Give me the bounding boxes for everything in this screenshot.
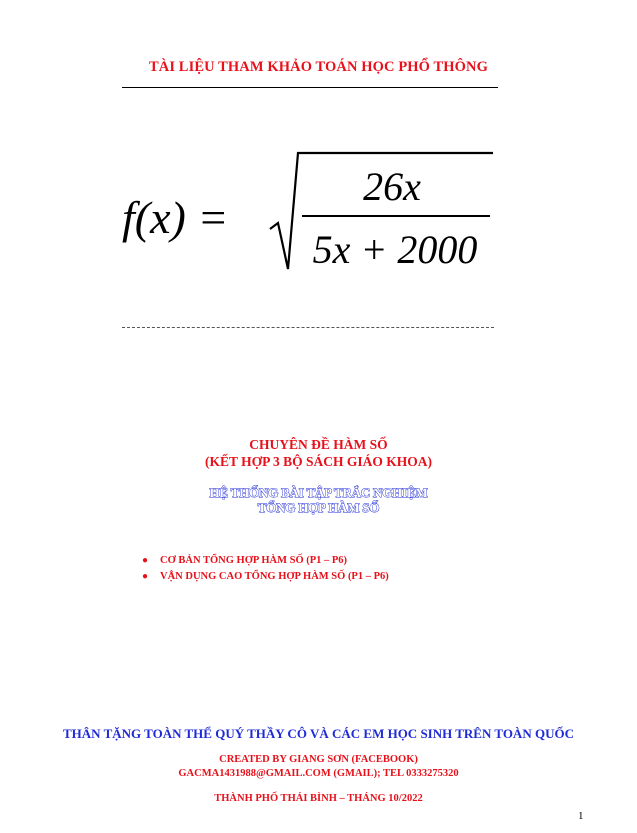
- list-item-label: CƠ BẢN TỔNG HỢP HÀM SỐ (P1 – P6): [160, 555, 348, 566]
- author-contact: GACMA1431988@GMAIL.COM (GMAIL); TEL 0333275320: [178, 768, 459, 779]
- list-item-label: VẬN DỤNG CAO TỔNG HỢP HÀM SỐ (P1 – P6): [160, 571, 389, 582]
- city-date: THÀNH PHỐ THÁI BÌNH – THÁNG 10/2022: [214, 793, 423, 804]
- list-item: [142, 553, 389, 569]
- list-item: [142, 569, 389, 585]
- formula-lhs: f(x) =: [122, 192, 229, 243]
- section-divider: [122, 327, 494, 328]
- topic-title: CHUYÊN ĐỀ HÀM SỐ: [249, 437, 388, 452]
- exercise-system-title-line1: HỆ THỐNG BÀI TẬP TRẮC NGHIỆM: [209, 485, 428, 500]
- header-divider: [122, 87, 498, 88]
- exercise-system-title-line2: TỔNG HỢP HÀM SỐ: [257, 500, 380, 515]
- topic-subtitle: (KẾT HỢP 3 BỘ SÁCH GIÁO KHOA): [204, 454, 433, 469]
- formula-numerator: 26x: [363, 164, 421, 209]
- formula-denominator: 5x + 2000: [312, 227, 478, 272]
- bullet-icon: ●: [142, 555, 149, 566]
- contents-list: [142, 553, 389, 585]
- author-credit: CREATED BY GIANG SƠN (FACEBOOK): [219, 754, 418, 765]
- bullet-icon: ●: [142, 571, 149, 582]
- formula-block: [120, 145, 510, 285]
- formula-svg: [120, 145, 510, 285]
- page-number: 1: [578, 810, 584, 822]
- document-header-title: TÀI LIỆU THAM KHẢO TOÁN HỌC PHỔ THÔNG: [149, 59, 488, 75]
- dedication-line: THÂN TẶNG TOÀN THỂ QUÝ THẦY CÔ VÀ CÁC EM HỌC SINH TRÊN TOÀN QUỐC: [63, 726, 574, 741]
